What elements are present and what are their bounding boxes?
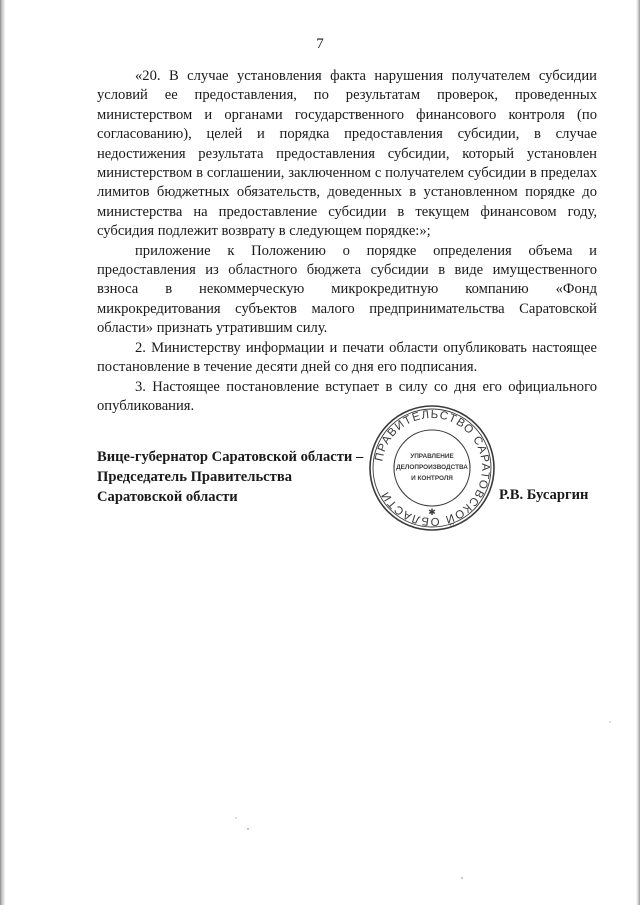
paragraph-publication: 2. Министерству информации и печати области опубликовать настоящее постановление в течение десяти дней со дня его подписания. [97, 339, 597, 376]
page-number: 7 [316, 36, 324, 52]
stamp-star-icon: ✱ [428, 508, 436, 518]
paragraph-entry-into-force: 3. Настоящее постановление вступает в силу со дня его официального опубликования. [97, 378, 597, 414]
signer-position-line-1: Вице-губернатор Саратовской области – [97, 449, 364, 465]
signer-position-line-2: Председатель Правительства [97, 469, 293, 485]
stamp-outer-text: ПРАВИТЕЛЬСТВО САРАТОВСКОЙ ОБЛАСТИ [373, 408, 492, 528]
paragraph-appendix-repeal: приложение к Положению о порядке определения объема и предоставления из областного бюджета субсидии в виде имущественного взноса в некоммерческую микрокредитную компанию «Фонд микрокредитования субъектов малого предпринимательства Саратовской области» признать утратившим силу. [97, 242, 597, 337]
document-body [97, 67, 597, 416]
stamp-inner-line-3: И КОНТРОЛЯ [411, 475, 453, 482]
paragraph-item-20: «20. В случае установления факта нарушения получателем субсидии условий ее предоставления, по результатам проверок, проведенных министерством и органами государственного финансового контроля (по согласованию), целей и порядка предоставления субсидии, в случае недостижения результата предоставления субсидии, который установлен министерством в соглашении, заключенном с получателем субсидии в пределах лимитов бюджетных обязательств, доведенных в установленном порядке до министерства на предоставление субсидии в текущем финансовом году, субсидия подлежит возврату в следующем порядке:»; [97, 68, 597, 240]
stamp-seal [366, 402, 498, 534]
signer-name: Р.В. Бусаргин [499, 487, 589, 503]
scan-edge-right [636, 0, 640, 905]
official-stamp [366, 402, 498, 534]
stamp-inner-line-2: ДЕЛОПРОИЗВОДСТВА [396, 464, 468, 471]
scan-edge-left [0, 0, 5, 905]
stamp-inner-line-1: УПРАВЛЕНИЕ [410, 453, 454, 460]
signature-block [97, 447, 363, 507]
signer-position-line-3: Саратовской области [97, 489, 238, 505]
